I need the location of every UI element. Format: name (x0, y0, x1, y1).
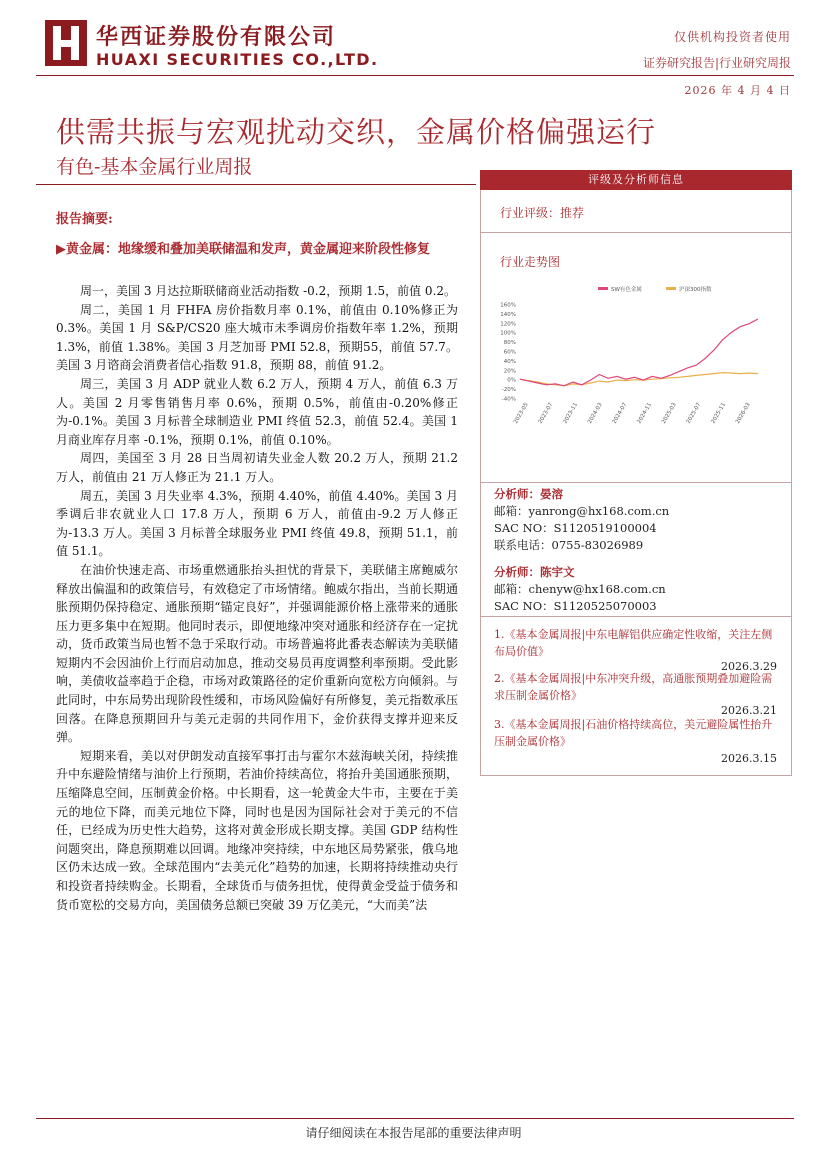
x-tick-label: 2023-05 (513, 402, 530, 425)
summary-heading: 报告摘要: (56, 212, 113, 227)
legend-label: 沪深300指数 (679, 287, 712, 293)
y-tick-label: 160% (500, 302, 516, 309)
x-tick-label: 2025-03 (661, 402, 678, 425)
y-tick-label: 140% (500, 311, 516, 318)
legend-label: SW有色金属 (611, 287, 642, 293)
industry-trend-chart (488, 280, 788, 440)
summary-body (56, 282, 458, 914)
analyst-sac: SAC NO：S1120519100004 (494, 521, 657, 535)
paragraph-fed-analysis: 在油价快速走高、市场重燃通胀抬头担忧的背景下，美联储主席鲍威尔释放出偏温和的政策信号，有效稳定了市场情绪。鲍威尔指出，当前长期通胀预期仍保持稳定、通胀预期“锚定良好”，并强调能源价格上涨带来的通胀压力更多集中在短期。他同时表示，即便地缘冲突对通胀和经济存在一定扰动，货币政策当局也暂不急于采取行动。市场普遍将此番表态解读为美联储短期内不会因油价上行而启动加息，推动交易员再度调整利率预期。受此影响，美债收益率趋于企稳，市场对政策路径的定价重新向宽松方向倾斜。与此同时，中东局势出现阶段性缓和，市场风险偏好有所修复，美元指数承压回落。在降息预期回升与美元走弱的共同作用下，金价获得支撑并迎来反弹。 (56, 562, 458, 745)
paragraph-friday: 周五，美国 3 月失业率 4.3%，预期 4.40%，前值 4.40%。美国 3 月季调后非农就业人口 17.8 万人，预期 6 万人，前值由-9.2 万人修正为-13.3 万人。美国 3 月标普全球服务业 PMI 终值 49.8，预期 51.1，前值 51.1。 (56, 488, 458, 559)
analyst-card (494, 564, 666, 615)
analyst-name: 分析师：晏溶 (494, 487, 563, 501)
gold-section-heading: ▶黄金属：地缘缓和叠加美联储温和发声，黄金属迎来阶段性修复 (56, 242, 430, 257)
y-tick-label: 100% (500, 330, 516, 337)
paragraph-tuesday: 周二，美国 1 月 FHFA 房价指数月率 0.1%，前值由 0.10%修正为 0.3%。美国 1 月 S&P/CS20 座大城市未季调房价指数年率 1.2%，预期 1.3%，前值 1.38%。美国 3 月芝加哥 PMI 52.8，预期55，前值 57.7。美国 3 月谘商会消费者信心指数 91.8，预期 88，前值 91.2。 (56, 302, 458, 373)
report-date: 2026 年 4 月 4 日 (684, 84, 791, 97)
x-tick-label: 2024-03 (587, 402, 604, 425)
report-title: 供需共振与宏观扰动交织，金属价格偏强运行 (56, 115, 657, 149)
legend-swatch (598, 287, 608, 290)
legend-swatch (666, 287, 676, 290)
sidebar-divider (480, 616, 792, 617)
paragraph-thursday: 周四，美国至 3 月 28 日当周初请失业金人数 20.2 万人，预期 21.2 万人，前值由 21 万人修正为 21.1 万人。 (56, 451, 458, 484)
related-report-link[interactable]: 1.《基本金属周报|中东电解铝供应确定性收缩，关注左侧布局价值》 (494, 628, 773, 658)
header-divider (36, 75, 794, 76)
related-report-link[interactable]: 2.《基本金属周报|中东冲突升级，高通胀预期叠加避险需求压制金属价格》 (494, 672, 773, 702)
y-tick-label: 20% (503, 368, 516, 375)
y-tick-label: 80% (503, 340, 516, 347)
legal-notice: 请仔细阅读在本报告尾部的重要法律声明 (305, 1126, 522, 1140)
sidebar-heading: 评级及分析师信息 (480, 170, 792, 190)
related-report-link[interactable]: 3.《基本金属周报|石油价格持续高位，美元避险属性抬升压制金属价格》 (494, 718, 773, 748)
analyst-name: 分析师：陈宇文 (494, 565, 575, 579)
related-report-date: 2026.3.15 (721, 752, 777, 765)
trend-chart-label: 行业走势图 (500, 255, 561, 269)
analyst-email[interactable]: 邮箱：chenyw@hx168.com.cn (494, 582, 666, 596)
analyst-card (494, 486, 669, 554)
x-tick-label: 2024-11 (636, 402, 654, 425)
x-tick-label: 2025-11 (710, 402, 728, 425)
x-tick-label: 2026-03 (735, 402, 752, 425)
sidebar-divider (480, 482, 792, 483)
related-report-date: 2026.3.21 (721, 704, 777, 717)
y-tick-label: -40% (501, 396, 516, 403)
paragraph-wednesday: 周三，美国 3 月 ADP 就业人数 6.2 万人，预期 4 万人，前值 6.3 万人。美国 2 月零售销售月率 0.6%，预期 0.5%，前值由-0.20%修正为-0.1%。美国 3 月标普全球制造业 PMI 终值 52.3，前值 52.4。美国 1 月商业库存月率 -0.1%，预期 0.1%，前值 0.10%。 (56, 376, 458, 447)
report-subtitle: 有色-基本金属行业周报 (56, 156, 253, 178)
analyst-sac: SAC NO：S1120525070003 (494, 599, 657, 613)
analyst-phone: 联系电话：0755-83026989 (494, 538, 644, 552)
analyst-email[interactable]: 邮箱：yanrong@hx168.com.cn (494, 504, 670, 518)
x-tick-label: 2023-07 (537, 402, 555, 425)
huaxi-logo-icon (45, 20, 87, 66)
y-tick-label: 60% (503, 349, 516, 356)
x-tick-label: 2023-11 (562, 402, 580, 425)
series-line (520, 319, 758, 386)
sidebar-divider (480, 232, 792, 233)
x-tick-label: 2025-07 (685, 402, 703, 425)
footer-divider (36, 1118, 794, 1119)
x-tick-label: 2024-07 (611, 402, 629, 425)
company-name-en: HUAXI SECURITIES CO.,LTD. (96, 50, 379, 69)
company-name-cn: 华西证券股份有限公司 (96, 25, 337, 50)
title-divider (36, 184, 476, 185)
paragraph-monday: 周一，美国 3 月达拉斯联储商业活动指数 -0.2，预期 1.5，前值 0.2。 (80, 284, 457, 298)
paragraph-outlook: 短期来看，美以对伊朗发动直接军事打击与霍尔木兹海峡关闭，持续推升中东避险情绪与油价上行预期，若油价持续高位，将抬升美国通胀预期，压缩降息空间，压制黄金价格。中长期看，这一轮黄金大牛市，主要在于美元的地位下降，而美元地位下降，同时也是因为国际社会对于美元的不信任，已经成为历史性大趋势，这将对黄金形成长期支撑。美国 GDP 结构性问题突出，降息预期难以回调。地缘冲突持续，中东地区局势紧张，俄乌地区仍未达成一致。全球范围内“去美元化”趋势的加速，长期将持续推动央行和投资者持续购金。长期看，全球货币与债务担忧，使得黄金受益于债务和货币宽松的交易方向，美国债务总额已突破 39 万亿美元，“大而美”法 (56, 748, 458, 912)
related-report-date: 2026.3.29 (721, 660, 777, 673)
report-type: 证券研究报告|行业研究周报 (642, 56, 791, 70)
y-tick-label: -20% (501, 387, 516, 394)
y-tick-label: 40% (503, 358, 516, 365)
industry-rating: 行业评级：推荐 (500, 206, 585, 220)
y-tick-label: 0% (507, 377, 516, 384)
y-tick-label: 120% (500, 321, 516, 328)
audience-notice: 仅供机构投资者使用 (673, 30, 791, 44)
